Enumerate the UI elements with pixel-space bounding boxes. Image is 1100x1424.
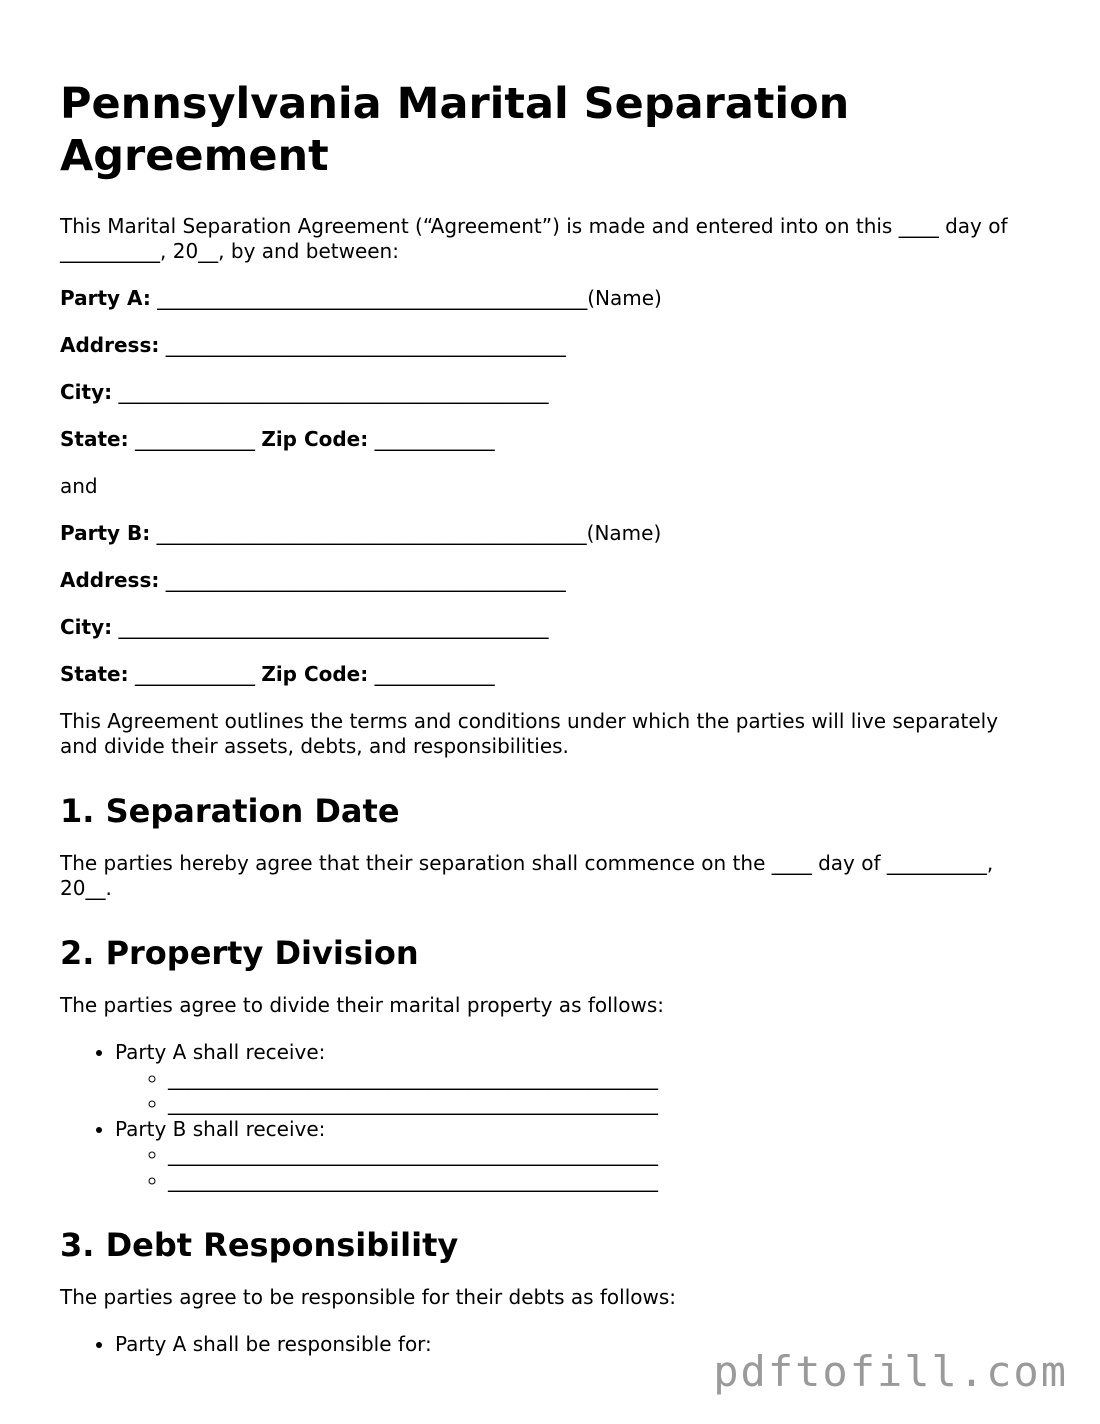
party-a-address-line[interactable] [60, 333, 1040, 358]
party-a-city-label: City: [60, 380, 113, 404]
party-a-receive-blank-2[interactable]: ◦ _________________________________________________ [168, 1091, 1040, 1117]
section-3-heading: 3. Debt Responsibility [60, 1226, 459, 1264]
party-a-state-zip-line[interactable] [60, 427, 1040, 452]
document-title: Pennsylvania Marital Separation Agreement [60, 79, 850, 181]
party-a-state-blank[interactable]: ____________ [128, 427, 262, 451]
party-a-state-label: State: [60, 427, 129, 451]
section-2-heading: 2. Property Division [60, 934, 419, 972]
party-a-receive-sublist [115, 1066, 1040, 1117]
party-b-address-label: Address: [60, 568, 160, 592]
list-item-party-b-receive [115, 1117, 1040, 1194]
party-b-receive-blank-2[interactable]: ◦ _________________________________________________ [168, 1168, 1040, 1194]
party-a-city-line[interactable] [60, 380, 1040, 405]
party-b-name-line[interactable] [60, 521, 1040, 546]
party-b-state-label: State: [60, 662, 129, 686]
party-a-address-blank[interactable]: ________________________________________ [159, 333, 566, 357]
party-a-zip-blank[interactable]: ____________ [368, 427, 495, 451]
party-b-name-suffix: (Name) [586, 521, 662, 545]
party-b-state-blank[interactable]: ____________ [128, 662, 262, 686]
party-b-city-label: City: [60, 615, 113, 639]
party-b-zip-blank[interactable]: ____________ [368, 662, 495, 686]
party-b-city-blank[interactable]: ___________________________________________ [112, 615, 549, 639]
party-b-state-zip-line[interactable] [60, 662, 1040, 687]
party-a-name-line[interactable] [60, 286, 1040, 311]
party-b-zip-label: Zip Code: [261, 662, 369, 686]
section-3-text: The parties agree to be responsible for their debts as follows: [60, 1285, 677, 1309]
party-b-label: Party B: [60, 521, 151, 545]
party-b-receive-label: Party B shall receive: [115, 1116, 326, 1141]
section-1-heading: 1. Separation Date [60, 792, 400, 830]
outline-paragraph: This Agreement outlines the terms and conditions under which the parties will live separately and divide their assets, debts, and responsibilities. [60, 709, 999, 758]
party-a-receive-blank-1[interactable]: ◦ _________________________________________________ [168, 1066, 1040, 1092]
party-a-receive-label: Party A shall receive: [115, 1040, 326, 1064]
party-a-name-suffix: (Name) [587, 286, 662, 310]
section-1-text: The parties hereby agree that their separation shall commence on the ____ day of __________, 20__. [60, 851, 994, 900]
document-page [60, 78, 1040, 1380]
party-a-name-blank[interactable]: ___________________________________________ [150, 286, 588, 310]
party-a-address-label: Address: [60, 333, 160, 357]
party-a-city-blank[interactable]: ___________________________________________ [112, 380, 549, 404]
party-b-receive-sublist [115, 1142, 1040, 1193]
party-a-label: Party A: [60, 286, 151, 310]
party-b-address-line[interactable] [60, 568, 1040, 593]
party-b-city-line[interactable] [60, 615, 1040, 640]
party-b-address-blank[interactable]: ________________________________________ [159, 568, 566, 592]
party-b-name-blank[interactable]: ___________________________________________ [150, 521, 587, 545]
party-a-zip-label: Zip Code: [261, 427, 369, 451]
and-text: and [60, 474, 98, 498]
section-2-text: The parties agree to divide their marital property as follows: [60, 993, 664, 1017]
property-division-list [60, 1040, 1040, 1193]
intro-paragraph: This Marital Separation Agreement (“Agreement”) is made and entered into on this ____ day of __________, 20__, by and between: [60, 214, 1008, 263]
watermark-logo: pdftofill.com [713, 1347, 1068, 1396]
list-item-party-a-responsible: • Party A shall be responsible for: [115, 1332, 1040, 1358]
list-item-party-a-receive [115, 1040, 1040, 1117]
party-b-receive-blank-1[interactable]: ◦ _________________________________________________ [168, 1142, 1040, 1168]
